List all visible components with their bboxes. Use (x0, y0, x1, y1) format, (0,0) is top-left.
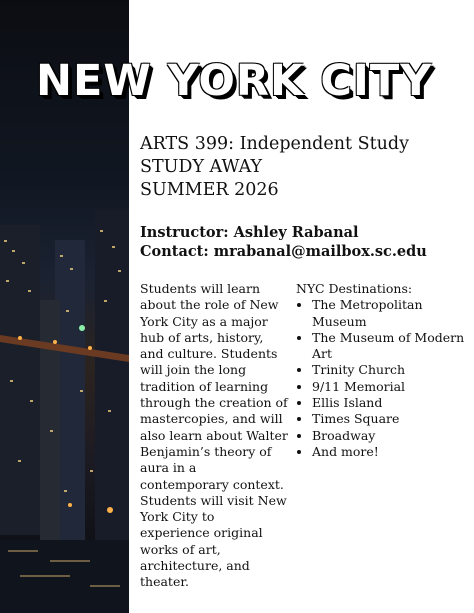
destination-item: • The Museum of Modern Art (312, 330, 466, 363)
destinations-block (296, 281, 466, 460)
course-name: ARTS 399: Independent Study (140, 134, 409, 154)
destination-item: • Times Square (312, 411, 466, 427)
destinations-list (296, 297, 466, 460)
destination-item: • And more! (312, 444, 466, 460)
instructor-name: Instructor: Ashley Rabanal (140, 224, 359, 241)
instructor-contact: Contact: mrabanal@mailbox.sc.edu (140, 243, 427, 260)
destinations-heading: NYC Destinations: (296, 281, 413, 296)
destination-item: • Ellis Island (312, 395, 466, 411)
destination-item: • Broadway (312, 428, 466, 444)
destination-item: • The Metropolitan Museum (312, 297, 466, 330)
course-program: STUDY AWAY (140, 157, 263, 177)
destination-item: • Trinity Church (312, 362, 466, 378)
destination-item: • 9/11 Memorial (312, 379, 466, 395)
course-block (140, 133, 470, 202)
page-title: NEW YORK CITY (36, 56, 433, 106)
instructor-block (140, 223, 470, 261)
course-term: SUMMER 2026 (140, 180, 279, 200)
course-description: Students will learn about the role of New York City as a major hub of arts, history, and culture. Students will join the long tradition of learning through the creation of mastercopies, and will also learn about Walter Benjamin’s theory of aura in a contemporary context. Students will visit New York City to experience original works of art, architecture, and theater. (140, 281, 288, 590)
